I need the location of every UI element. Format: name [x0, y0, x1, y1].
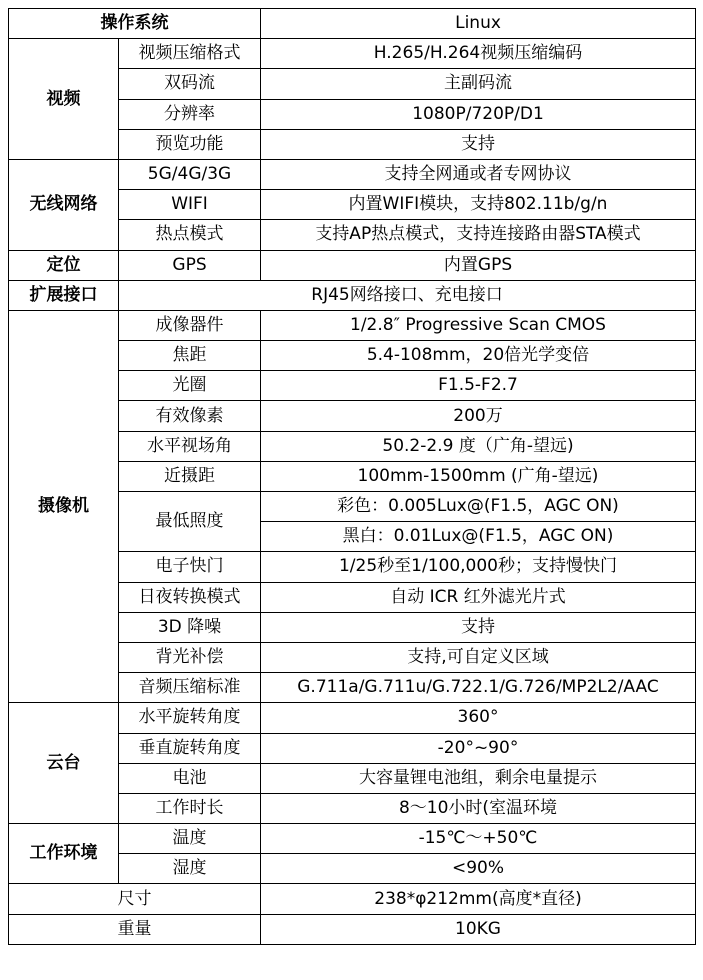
spec-value: 5.4-108mm，20倍光学变倍 — [261, 341, 696, 371]
spec-value: 10KG — [261, 914, 696, 944]
spec-value: 支持 — [261, 612, 696, 642]
spec-item: 重量 — [9, 914, 261, 944]
spec-item: 音频压缩标准 — [119, 673, 261, 703]
spec-value: H.265/H.264视频压缩编码 — [261, 39, 696, 69]
spec-value: 彩色：0.005Lux@(F1.5，AGC ON) — [261, 492, 696, 522]
spec-item: WIFI — [119, 190, 261, 220]
spec-value: 支持AP热点模式，支持连接路由器STA模式 — [261, 220, 696, 250]
spec-value: 1080P/720P/D1 — [261, 99, 696, 129]
spec-value: -15℃～+50℃ — [261, 824, 696, 854]
category-label: 无线网络 — [9, 159, 119, 250]
spec-value: 360° — [261, 703, 696, 733]
spec-value: 自动 ICR 红外滤光片式 — [261, 582, 696, 612]
spec-item: 预览功能 — [119, 129, 261, 159]
spec-value: 8～10小时(室温环境 — [261, 793, 696, 823]
category-label: 操作系统 — [9, 9, 261, 39]
spec-item: 日夜转换模式 — [119, 582, 261, 612]
spec-item: 近摄距 — [119, 461, 261, 491]
spec-value: 支持 — [261, 129, 696, 159]
spec-item: 工作时长 — [119, 793, 261, 823]
spec-value: 200万 — [261, 401, 696, 431]
table-row — [9, 39, 696, 69]
spec-value: 100mm-1500mm (广角-望远) — [261, 461, 696, 491]
table-row — [9, 914, 696, 944]
category-label: 视频 — [9, 39, 119, 160]
spec-value: 黑白：0.01Lux@(F1.5，AGC ON) — [261, 522, 696, 552]
spec-item: 尺寸 — [9, 884, 261, 914]
category-label: 摄像机 — [9, 310, 119, 702]
spec-item: 5G/4G/3G — [119, 159, 261, 189]
spec-value: G.711a/G.711u/G.722.1/G.726/MP2L2/AAC — [261, 673, 696, 703]
spec-value: 1/2.8″ Progressive Scan CMOS — [261, 310, 696, 340]
spec-item: 有效像素 — [119, 401, 261, 431]
spec-item: 温度 — [119, 824, 261, 854]
category-label: 云台 — [9, 703, 119, 824]
spec-table — [8, 8, 696, 945]
spec-item: 视频压缩格式 — [119, 39, 261, 69]
spec-item: 垂直旋转角度 — [119, 733, 261, 763]
spec-value: 主副码流 — [261, 69, 696, 99]
table-row — [9, 310, 696, 340]
table-row — [9, 159, 696, 189]
spec-item: GPS — [119, 250, 261, 280]
spec-value: 支持全网通或者专网协议 — [261, 159, 696, 189]
spec-item: 热点模式 — [119, 220, 261, 250]
spec-value: -20°~90° — [261, 733, 696, 763]
spec-item: 分辨率 — [119, 99, 261, 129]
spec-item: 最低照度 — [119, 492, 261, 552]
spec-item: 焦距 — [119, 341, 261, 371]
spec-value: 内置WIFI模块，支持802.11b/g/n — [261, 190, 696, 220]
spec-item: 湿度 — [119, 854, 261, 884]
spec-value: F1.5-F2.7 — [261, 371, 696, 401]
spec-value: 支持,可自定义区域 — [261, 642, 696, 672]
table-row — [9, 280, 696, 310]
spec-item: 电子快门 — [119, 552, 261, 582]
spec-value: RJ45网络接口、充电接口 — [119, 280, 696, 310]
spec-value: <90% — [261, 854, 696, 884]
spec-item: 背光补偿 — [119, 642, 261, 672]
spec-item: 电池 — [119, 763, 261, 793]
category-label: 扩展接口 — [9, 280, 119, 310]
table-row — [9, 824, 696, 854]
spec-value: 50.2-2.9 度（广角-望远) — [261, 431, 696, 461]
category-label: 工作环境 — [9, 824, 119, 884]
spec-item: 光圈 — [119, 371, 261, 401]
spec-value: 1/25秒至1/100,000秒；支持慢快门 — [261, 552, 696, 582]
spec-item: 双码流 — [119, 69, 261, 99]
spec-value: 内置GPS — [261, 250, 696, 280]
spec-value: 238*φ212mm(高度*直径) — [261, 884, 696, 914]
spec-item: 3D 降噪 — [119, 612, 261, 642]
spec-item: 水平旋转角度 — [119, 703, 261, 733]
table-row — [9, 884, 696, 914]
table-row — [9, 703, 696, 733]
category-label: 定位 — [9, 250, 119, 280]
table-row — [9, 9, 696, 39]
spec-value: Linux — [261, 9, 696, 39]
spec-item: 水平视场角 — [119, 431, 261, 461]
table-row — [9, 250, 696, 280]
spec-item: 成像器件 — [119, 310, 261, 340]
spec-value: 大容量锂电池组，剩余电量提示 — [261, 763, 696, 793]
